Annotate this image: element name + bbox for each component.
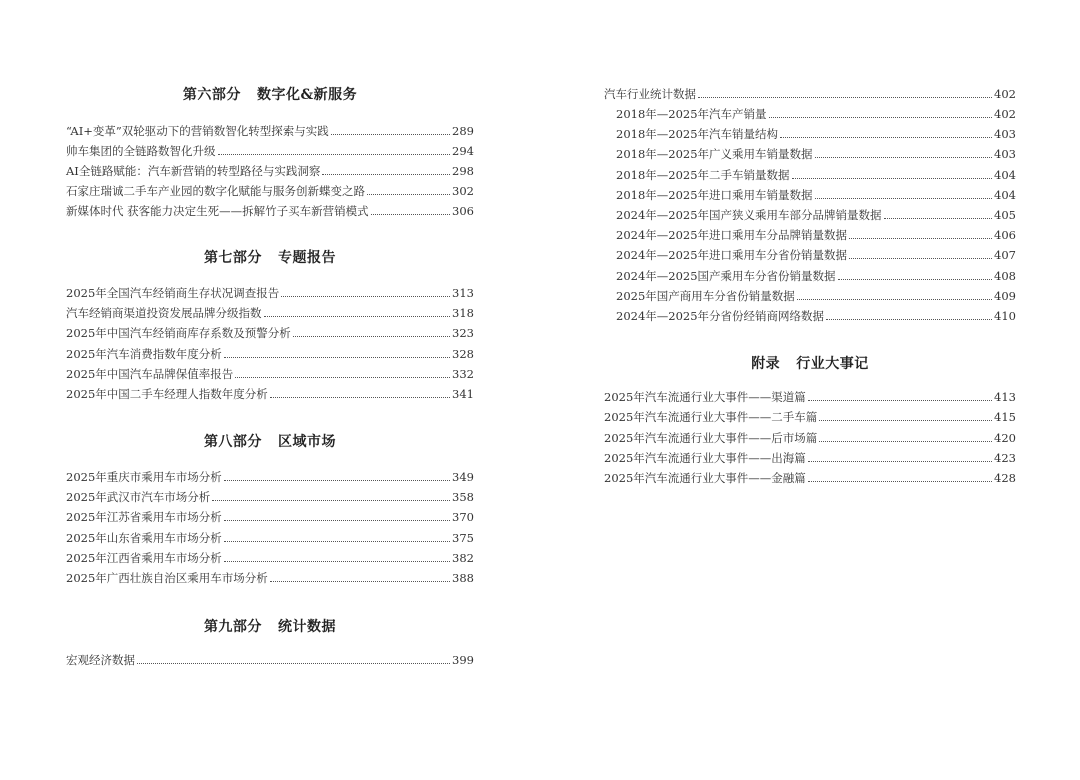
dot-leader — [218, 154, 451, 155]
toc-subentry[interactable] — [604, 224, 1016, 242]
dot-leader — [815, 157, 993, 158]
toc-entry-title: 石家庄瑞诚二手车产业园的数字化赋能与服务创新蝶变之路 — [66, 184, 365, 198]
toc-entry[interactable] — [66, 567, 474, 585]
dot-leader — [884, 218, 993, 219]
toc-entry-title: 2025年汽车流通行业大事件——出海篇 — [604, 451, 806, 465]
dot-leader — [137, 663, 450, 664]
toc-entry-title: 2018年—2025年广义乘用车销量数据 — [616, 147, 813, 161]
toc-entry[interactable] — [66, 160, 474, 178]
dot-leader — [792, 178, 993, 179]
toc-entry-title: 2018年—2025年汽车销量结构 — [616, 127, 779, 141]
dot-leader — [797, 299, 992, 300]
toc-entry[interactable] — [66, 547, 474, 565]
toc-entry-title: 2025年汽车流通行业大事件——后市场篇 — [604, 431, 818, 445]
dot-leader — [826, 319, 992, 320]
toc-entry-page: 420 — [994, 431, 1016, 445]
toc-entry-page: 318 — [452, 306, 474, 320]
toc-subentry[interactable] — [604, 305, 1016, 323]
toc-entry-title: 2018年—2025年进口乘用车销量数据 — [616, 188, 813, 202]
dot-leader — [849, 238, 992, 239]
toc-entry-page: 410 — [994, 309, 1016, 323]
toc-entry[interactable] — [66, 649, 474, 667]
toc-entry-title: 2024年—2025年进口乘用车分省份销量数据 — [616, 248, 848, 262]
toc-entry[interactable] — [66, 466, 474, 484]
toc-entry-page: 298 — [452, 164, 474, 178]
toc-entry-title: 宏观经济数据 — [66, 653, 135, 667]
dot-leader — [224, 480, 450, 481]
dot-leader — [224, 357, 450, 358]
toc-entry-page: 388 — [452, 571, 474, 585]
dot-leader — [235, 377, 450, 378]
toc-entry-page: 313 — [452, 286, 474, 300]
dot-leader — [808, 461, 992, 462]
toc-entry-page: 306 — [452, 204, 474, 218]
toc-entry-page: 289 — [452, 124, 474, 138]
toc-entry[interactable] — [66, 343, 474, 361]
toc-entry-title: 2025年汽车流通行业大事件——二手车篇 — [604, 410, 818, 424]
toc-entry-page: 328 — [452, 347, 474, 361]
toc-entry[interactable] — [66, 180, 474, 198]
toc-entry[interactable] — [66, 322, 474, 340]
toc-subentry[interactable] — [604, 184, 1016, 202]
dot-leader — [270, 581, 450, 582]
dot-leader — [371, 214, 450, 215]
toc-entry-page: 358 — [452, 490, 474, 504]
toc-entry-page: 403 — [994, 147, 1016, 161]
section-heading: 第九部分 统计数据 — [203, 619, 337, 635]
toc-entry-title: 2025年重庆市乘用车市场分析 — [66, 470, 222, 484]
toc-entry-title: 2025年武汉市汽车市场分析 — [66, 490, 211, 504]
toc-entry-title: 2025年汽车消费指数年度分析 — [66, 347, 222, 361]
dot-leader — [224, 561, 450, 562]
toc-subentry[interactable] — [604, 103, 1016, 121]
toc-entry-page: 399 — [452, 653, 474, 667]
toc-entry-page: 404 — [994, 188, 1016, 202]
toc-entry[interactable] — [66, 383, 474, 401]
toc-entry-title: 汽车行业统计数据 — [604, 87, 696, 101]
toc-entry-page: 349 — [452, 470, 474, 484]
toc-entry-page: 294 — [452, 144, 474, 158]
dot-leader — [698, 97, 992, 98]
toc-entry-page: 370 — [452, 510, 474, 524]
toc-entry-title: 2025年江西省乘用车市场分析 — [66, 551, 222, 565]
toc-entry-page: 409 — [994, 289, 1016, 303]
toc-subentry[interactable] — [604, 265, 1016, 283]
section-heading: 第七部分 专题报告 — [203, 250, 337, 266]
toc-entry-title: 2025年全国汽车经销商生存状况调查报告 — [66, 286, 280, 300]
toc-entry-page: 375 — [452, 531, 474, 545]
toc-entry[interactable] — [66, 527, 474, 545]
toc-entry-title: 2025年汽车流通行业大事件——金融篇 — [604, 471, 806, 485]
dot-leader — [212, 500, 450, 501]
toc-subentry[interactable] — [604, 244, 1016, 262]
toc-entry-title: 帅车集团的全链路数智化升级 — [66, 144, 216, 158]
toc-entry-page: 323 — [452, 326, 474, 340]
toc-subentry[interactable] — [604, 285, 1016, 303]
toc-entry-title: AI全链路赋能：汽车新营销的转型路径与实践洞察 — [66, 164, 321, 178]
toc-entry-title: 汽车经销商渠道投资发展品牌分级指数 — [66, 306, 262, 320]
toc-entry-title: 2024年—2025年国产狭义乘用车部分品牌销量数据 — [616, 208, 882, 222]
toc-entry[interactable] — [604, 386, 1016, 404]
toc-entry-title: 2025年中国二手车经理人指数年度分析 — [66, 387, 268, 401]
dot-leader — [322, 174, 450, 175]
toc-entry-title: 新媒体时代 获客能力决定生死——拆解竹子买车新营销模式 — [66, 204, 369, 218]
toc-entry-title: 2018年—2025年汽车产销量 — [616, 107, 767, 121]
dot-leader — [264, 316, 451, 317]
toc-entry-page: 406 — [994, 228, 1016, 242]
dot-leader — [293, 336, 450, 337]
toc-entry[interactable] — [604, 427, 1016, 445]
toc-subentry[interactable] — [604, 164, 1016, 182]
toc-entry-title: 2025年国产商用车分省份销量数据 — [616, 289, 795, 303]
toc-entry[interactable] — [66, 200, 474, 218]
toc-entry[interactable] — [604, 83, 1016, 101]
dot-leader — [281, 296, 450, 297]
toc-entry[interactable] — [66, 120, 474, 138]
toc-entry-title: 2025年中国汽车品牌保值率报告 — [66, 367, 234, 381]
toc-entry[interactable] — [66, 363, 474, 381]
toc-entry-title: 2025年山东省乘用车市场分析 — [66, 531, 222, 545]
toc-subentry[interactable] — [604, 143, 1016, 161]
toc-entry-page: 413 — [994, 390, 1016, 404]
dot-leader — [849, 258, 992, 259]
toc-entry[interactable] — [66, 282, 474, 300]
toc-entry-page: 403 — [994, 127, 1016, 141]
dot-leader — [815, 198, 993, 199]
toc-entry[interactable] — [66, 140, 474, 158]
toc-entry-title: 2024年—2025年进口乘用车分品牌销量数据 — [616, 228, 848, 242]
toc-subentry[interactable] — [604, 123, 1016, 141]
toc-entry-page: 302 — [452, 184, 474, 198]
toc-entry[interactable] — [66, 506, 474, 524]
toc-entry-page: 405 — [994, 208, 1016, 222]
toc-entry-page: 332 — [452, 367, 474, 381]
toc-entry[interactable] — [66, 302, 474, 320]
toc-subentry[interactable] — [604, 204, 1016, 222]
toc-entry-title: 2024年—2025国产乘用车分省份销量数据 — [616, 269, 836, 283]
toc-entry-page: 407 — [994, 248, 1016, 262]
toc-entry[interactable] — [604, 447, 1016, 465]
toc-entry-title: 2018年—2025年二手车销量数据 — [616, 168, 790, 182]
toc-entry-title: 2025年江苏省乘用车市场分析 — [66, 510, 222, 524]
dot-leader — [819, 420, 992, 421]
toc-entry[interactable] — [66, 486, 474, 504]
toc-entry-page: 382 — [452, 551, 474, 565]
dot-leader — [331, 134, 450, 135]
toc-entry-page: 341 — [452, 387, 474, 401]
toc-entry-page: 404 — [994, 168, 1016, 182]
section-heading: 附录 行业大事记 — [751, 356, 869, 372]
toc-entry-title: “AI+变革”双轮驱动下的营销数智化转型探索与实践 — [66, 124, 329, 138]
toc-entry-page: 415 — [994, 410, 1016, 424]
section-heading: 第六部分 数字化&新服务 — [182, 87, 358, 103]
toc-entry[interactable] — [604, 467, 1016, 485]
dot-leader — [769, 117, 993, 118]
dot-leader — [270, 397, 450, 398]
toc-entry[interactable] — [604, 406, 1016, 424]
toc-entry-page: 428 — [994, 471, 1016, 485]
dot-leader — [780, 137, 992, 138]
toc-entry-title: 2024年—2025年分省份经销商网络数据 — [616, 309, 825, 323]
dot-leader — [838, 279, 993, 280]
toc-entry-page: 423 — [994, 451, 1016, 465]
toc-entry-title: 2025年中国汽车经销商库存系数及预警分析 — [66, 326, 291, 340]
dot-leader — [819, 441, 992, 442]
dot-leader — [224, 520, 450, 521]
toc-entry-page: 408 — [994, 269, 1016, 283]
section-heading: 第八部分 区域市场 — [203, 434, 337, 450]
toc-entry-title: 2025年广西壮族自治区乘用车市场分析 — [66, 571, 268, 585]
dot-leader — [808, 400, 992, 401]
dot-leader — [224, 541, 450, 542]
toc-entry-page: 402 — [994, 107, 1016, 121]
dot-leader — [808, 481, 992, 482]
toc-entry-page: 402 — [994, 87, 1016, 101]
toc-entry-title: 2025年汽车流通行业大事件——渠道篇 — [604, 390, 806, 404]
dot-leader — [367, 194, 450, 195]
